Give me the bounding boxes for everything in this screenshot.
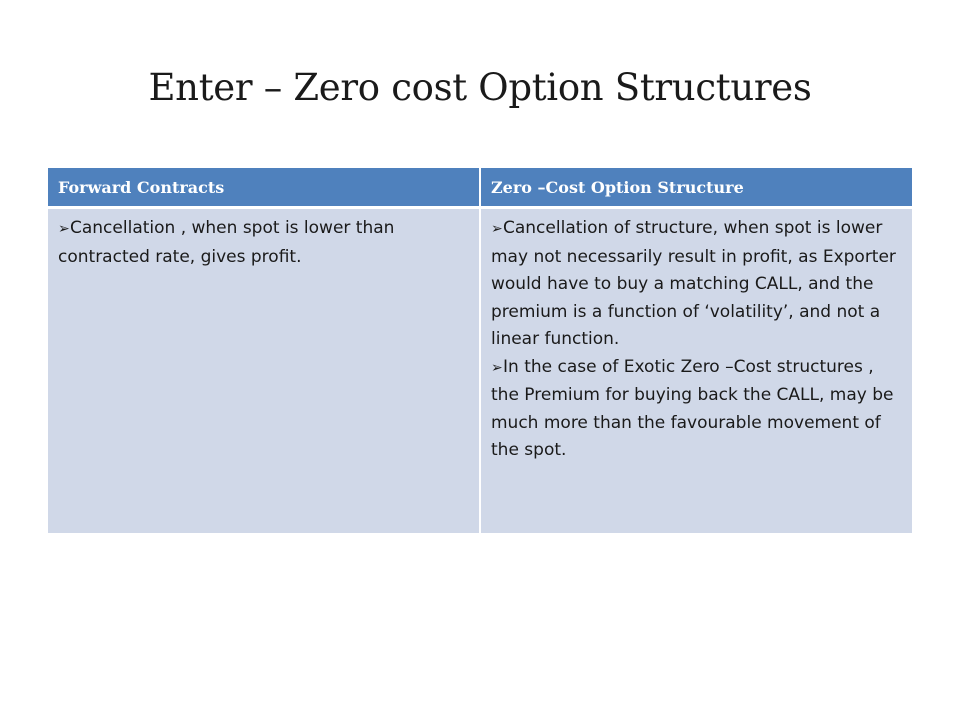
zero-cost-option-cell bbox=[480, 208, 912, 534]
table-header-row bbox=[48, 168, 912, 208]
arrowhead-bullet-icon: ➢ bbox=[491, 359, 503, 376]
header-zero-cost-option: Zero –Cost Option Structure bbox=[480, 168, 912, 208]
bullet-text: Cancellation , when spot is lower than contracted rate, gives profit. bbox=[58, 218, 395, 267]
list-item bbox=[491, 215, 902, 354]
slide-title: Enter – Zero cost Option Structures bbox=[148, 66, 812, 109]
list-item bbox=[58, 215, 469, 271]
bullet-text: In the case of Exotic Zero –Cost structures , the Premium for buying back the CALL, may be much more than the favourable movement of the spot. bbox=[491, 356, 894, 460]
forward-contracts-cell bbox=[48, 208, 480, 534]
arrowhead-bullet-icon: ➢ bbox=[58, 221, 70, 237]
table-row bbox=[48, 208, 912, 534]
bullet-text: Cancellation of structure, when spot is lower may not necessarily result in profit, as Exporter would have to buy a matching CALL, and the premium is a function of ‘volatility’, and not a linear function. bbox=[491, 218, 896, 349]
header-forward-contracts: Forward Contracts bbox=[48, 168, 480, 208]
list-item bbox=[491, 354, 902, 465]
arrowhead-bullet-icon: ➢ bbox=[491, 221, 503, 237]
comparison-table bbox=[48, 168, 912, 533]
